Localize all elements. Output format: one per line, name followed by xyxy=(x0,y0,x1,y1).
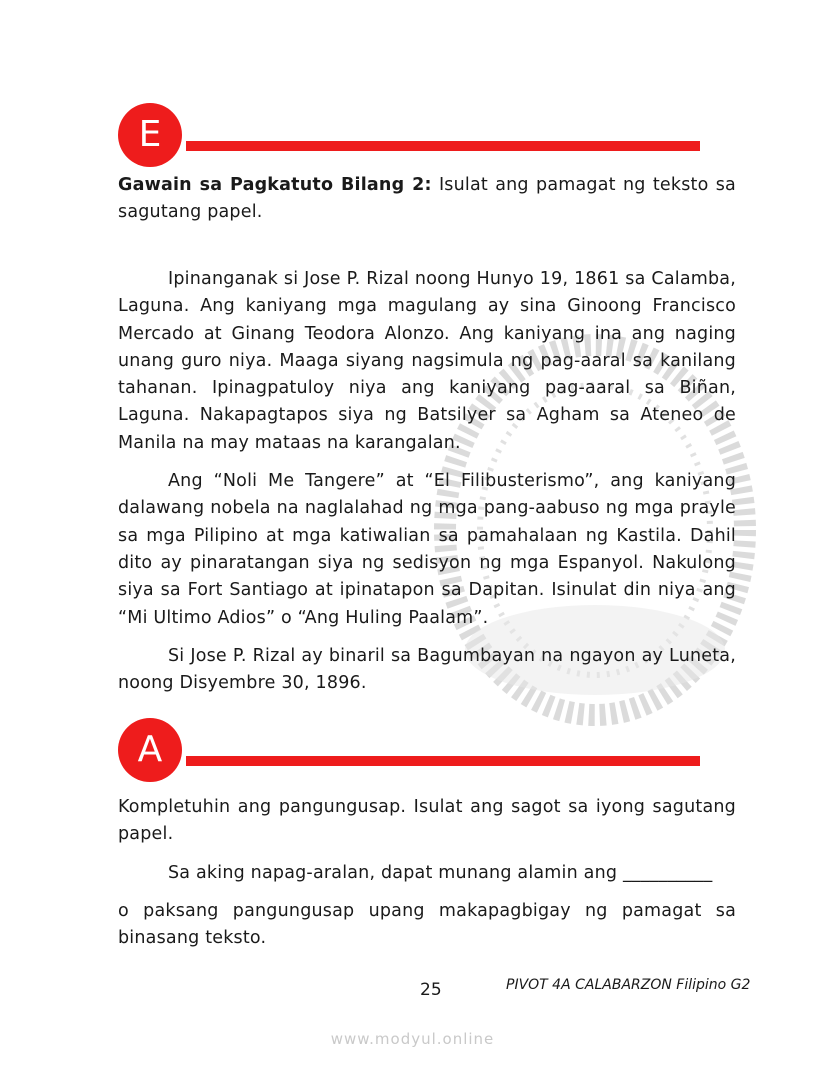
instruction-title: Gawain sa Pagkatuto Bilang 2: xyxy=(118,175,432,195)
instruction-text: Isulat ang pamagat ng teksto sa sagutang papel. xyxy=(118,175,736,223)
fill-in-sentence-end: o paksang pangungusap upang makapagbigay ng pamagat sa binasang teksto. xyxy=(118,900,736,949)
section-a-badge: A xyxy=(118,718,182,782)
fill-in-sentence-start: Sa aking napag-aralan, dapat munang alamin ang __________ xyxy=(168,862,713,883)
section-a-content xyxy=(118,794,736,952)
section-e-badge: E xyxy=(118,103,182,167)
passage-paragraph: Ipinanganak si Jose P. Rizal noong Hunyo 19, 1861 sa Calamba, Laguna. Ang kaniyang mga magulang ay sina Ginoong Francisco Mercado at Ginang Teodora Alonzo. Ang kaniyang ina ang naging unang guro niya. Maaga siyang nagsimula ng pag-aaral sa kanilang tahanan. Ipinagpatuloy niya ang kaniyang pag-aaral sa Biñan, Laguna. Nakapagtapos siya ng Batsilyer sa Agham sa Ateneo de Manila na may mataas na karangalan. xyxy=(118,269,736,453)
reading-passage xyxy=(118,266,736,708)
footer-label: PIVOT 4A CALABARZON Filipino G2 xyxy=(506,977,751,993)
page-number: 25 xyxy=(420,980,442,1000)
section-a-instruction: Kompletuhin ang pangungusap. Isulat ang sagot sa iyong sagutang papel. xyxy=(118,797,736,845)
section-a-divider xyxy=(186,756,700,766)
section-e-divider xyxy=(186,141,700,151)
site-watermark: www.modyul.online xyxy=(330,1030,495,1048)
passage-paragraph: Ang “Noli Me Tangere” at “El Filibusterismo”, ang kaniyang dalawang nobela na naglalahad ng mga pang-aabuso ng mga prayle sa mga Pilipino at mga katiwalian sa pamahalaan ng Kastila. Dahil dito ay pinaratangan siya ng sedisyon ng mga Espanyol. Nakulong siya sa Fort Santiago at ipinatapon sa Dapitan. Isinulat din niya ang “Mi Ultimo Adios” o “Ang Huling Paalam”. xyxy=(118,471,736,628)
section-e-instruction xyxy=(118,172,736,227)
passage-paragraph: Si Jose P. Rizal ay binaril sa Bagumbayan na ngayon ay Luneta, noong Disyembre 30, 1896. xyxy=(118,645,736,694)
